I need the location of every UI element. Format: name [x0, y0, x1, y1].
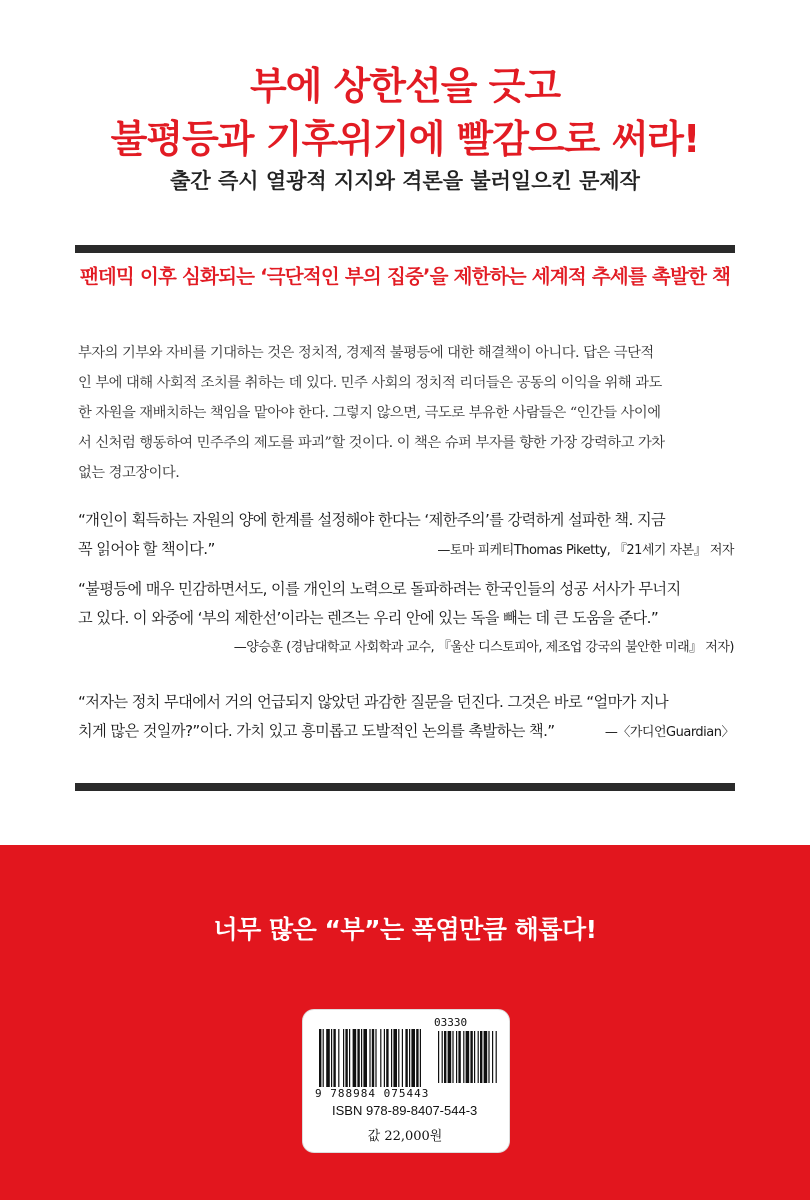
intro-line: 서 신처럼 행동하여 민주주의 제도를 파괴”할 것이다. 이 책은 슈퍼 부자를 향한 가장 강력하고 가차 [78, 435, 665, 451]
barcode-bar [391, 1029, 392, 1087]
barcode-bar [319, 1029, 321, 1087]
intro-line: 인 부에 대해 사회적 조치를 취하는 데 있다. 민주 사회의 정치적 리더들은 공동의 이익을 위해 과도 [78, 375, 662, 391]
quote-attribution: —〈가디언Guardian〉 [604, 725, 734, 740]
barcode-bar [375, 1029, 376, 1087]
barcode-bar [448, 1031, 452, 1083]
intro-line: 한 자원을 재배치하는 책임을 맡아야 한다. 그렇지 않으면, 극도로 부유한 사람들은 “인간들 사이에 [78, 405, 661, 421]
quote-piketty [78, 506, 734, 565]
barcode-bar [345, 1029, 347, 1087]
barcode-bar [386, 1029, 388, 1087]
barcode-bar [380, 1029, 381, 1087]
barcode-bar [488, 1031, 489, 1083]
intro-line: 부자의 기부와 자비를 기대하는 것은 정치적, 경제적 불평등에 대한 해결책이 아니다. 답은 극단적 [78, 345, 654, 361]
barcode-bar [420, 1029, 421, 1087]
barcode-bar [384, 1029, 385, 1087]
barcode-digits: 9 788984 075443 [315, 1087, 430, 1100]
barcode-bar [369, 1029, 370, 1087]
slogan: 너무 많은 “부”는 폭염만큼 해롭다! [213, 915, 597, 944]
barcode-bar [452, 1031, 453, 1083]
quote-line: “개인이 획득하는 자원의 양에 한계를 설정해야 한다는 ‘제한주의’를 강력하게 설파한 책. 지금 [78, 511, 666, 529]
barcode-bar [411, 1029, 415, 1087]
barcode-addon [438, 1031, 497, 1083]
barcode-bar [474, 1031, 475, 1083]
bottom-divider [75, 783, 735, 791]
barcode-bar [470, 1031, 472, 1083]
quote-guardian [78, 688, 734, 747]
barcode-bar [409, 1029, 410, 1087]
barcode-bar [463, 1031, 464, 1083]
barcode-bar [338, 1029, 339, 1087]
quote-line: 치게 많은 것일까?”이다. 가치 있고 흥미롭고 도발적인 논의를 촉발하는 책.” [78, 722, 555, 740]
barcode-bar [331, 1029, 332, 1087]
intro-paragraph [78, 338, 732, 488]
price: 값 22,000원 [367, 1129, 443, 1144]
barcode-bar [484, 1031, 488, 1083]
barcode-bar [438, 1031, 439, 1083]
barcode-bar [405, 1029, 407, 1087]
barcode-bar [398, 1029, 399, 1087]
barcode-bar [357, 1029, 359, 1087]
barcode-bar [496, 1031, 497, 1083]
barcode-bar [492, 1031, 493, 1083]
quote-line: “불평등에 매우 민감하면서도, 이를 개인의 노력으로 돌파하려는 한국인들의 성공 서사가 무너지 [78, 580, 681, 598]
quote-yang [78, 575, 734, 662]
barcode-bar [326, 1029, 330, 1087]
barcode-bar [363, 1029, 367, 1087]
quote-line: 꼭 읽어야 할 책이다.” [78, 540, 215, 558]
barcode-bar [372, 1029, 374, 1087]
barcode-bar [323, 1029, 324, 1087]
barcode-bar [480, 1031, 482, 1083]
barcode-bar [343, 1029, 344, 1087]
barcode-bar [444, 1031, 446, 1083]
headline-line-1: 부에 상한선을 긋고 [249, 64, 561, 108]
barcode-bar [349, 1029, 350, 1087]
barcode-bar [393, 1029, 397, 1087]
top-divider [75, 245, 735, 253]
barcode-bar [458, 1031, 460, 1083]
subtitle: 출간 즉시 열광적 지지와 격론을 불러일으킨 문제작 [170, 169, 640, 193]
quote-line: “저자는 정치 무대에서 거의 언급되지 않았던 과감한 질문을 던진다. 그것은 바로 “얼마가 지나 [78, 693, 669, 711]
barcode-bar [456, 1031, 457, 1083]
quote-line: 고 있다. 이 와중에 ‘부의 제한선’이라는 렌즈는 우리 안에 있는 독을 빼는 데 큰 도움을 준다.” [78, 609, 659, 627]
barcode-bar [416, 1029, 418, 1087]
barcode-addon-number: 03330 [434, 1016, 468, 1029]
intro-line: 없는 경고장이다. [78, 465, 180, 481]
barcode-bar [353, 1029, 357, 1087]
quote-attribution: —양승훈 (경남대학교 사회학과 교수, 『울산 디스토피아, 제조업 강국의 불안한 미래』 저자) [233, 640, 734, 655]
quote-attribution: —토마 피케티Thomas Piketty, 『21세기 자본』 저자 [437, 543, 734, 558]
barcode-bar [402, 1029, 403, 1087]
barcode-bar [361, 1029, 362, 1087]
barcode-bar [466, 1031, 470, 1083]
barcode-bar [442, 1031, 443, 1083]
section-title: 팬데믹 이후 심화되는 ‘극단적인 부의 집중’을 제한하는 세계적 추세를 촉발한 책 [79, 265, 731, 288]
isbn: ISBN 978-89-8407-544-3 [332, 1103, 478, 1118]
barcode-bar [478, 1031, 479, 1083]
barcode-bars [14, 1029, 810, 1089]
barcode-bar [333, 1029, 335, 1087]
barcode-main [319, 1029, 421, 1087]
headline-line-2: 불평등과 기후위기에 빨감으로 써라! [110, 117, 700, 161]
